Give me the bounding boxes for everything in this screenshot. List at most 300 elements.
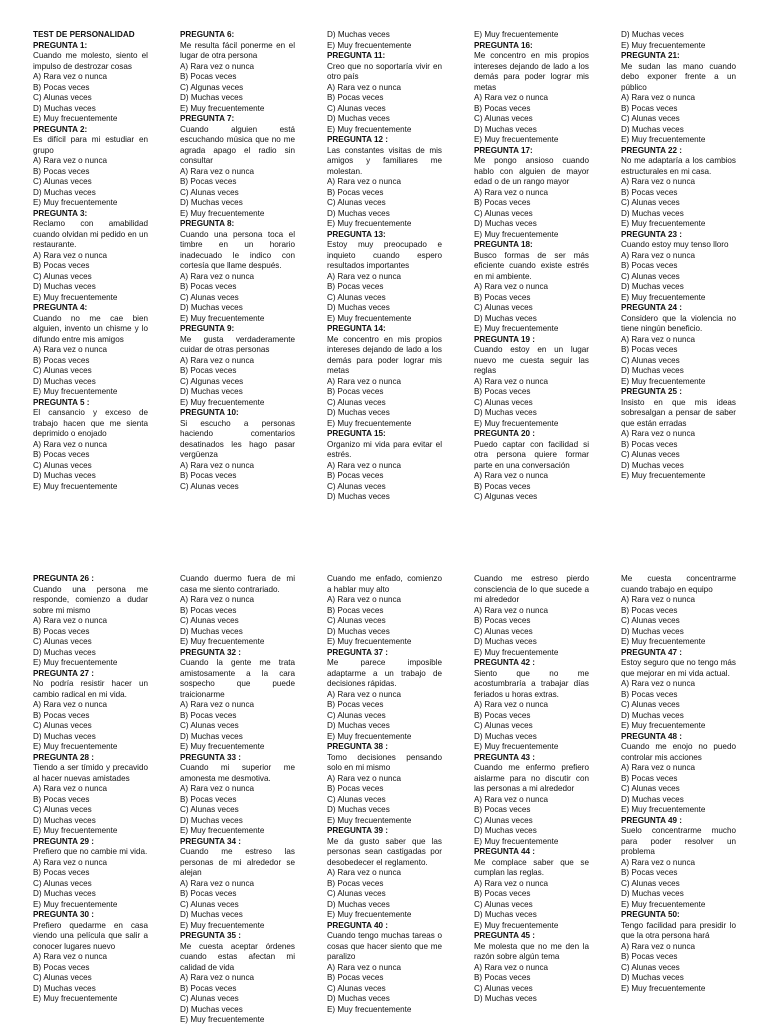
answer-option: C) Alunas veces [33,878,92,888]
answer-option: A) Rara vez o nunca [474,93,549,102]
answer-option: C) Alunas veces [621,784,680,793]
answer-option: D) Muchas veces [180,93,243,102]
question-text: Me parece imposible adaptarme a un trabajo de decisiones rápidas. [327,658,442,688]
question-heading: PREGUNTA 15: [327,429,386,438]
answer-option: E) Muy frecuentemente [33,742,118,751]
answer-option: A) Rara vez o nunca [327,376,402,386]
answer-option: A) Rara vez o nunca [180,878,255,888]
answer-option: D) Muchas veces [327,626,390,636]
answer-option: D) Muchas veces [621,208,684,218]
answer-option: A) Rara vez o nunca [474,187,549,197]
answer-option: C) Alunas veces [621,271,680,281]
answer-option: D) Muchas veces [621,710,684,720]
answer-option: C) Alunas veces [621,962,680,972]
answer-option: A) Rara vez o nunca [327,177,402,186]
question-text: El cansancio y exceso de trabajo hacen que me sienta deprimido o enojado [33,408,148,438]
answer-option: A) Rara vez o nunca [474,878,549,888]
answer-option: E) Muy frecuentemente [180,103,265,113]
answer-option: D) Muchas veces [33,376,96,386]
answer-option: B) Pocas veces [33,82,90,92]
question-text: Si escucho a personas haciendo comentarios desatinados les hago pasar vergüenza [180,418,295,459]
lower-column-2 [180,574,295,1026]
answer-option: C) Alunas veces [33,805,92,814]
answer-option: D) Muchas veces [33,282,96,291]
answer-option: B) Pocas veces [180,794,237,804]
answer-option: C) Alunas veces [474,815,533,825]
question-text: Cuando me enfado, comienzo a hablar muy alto [327,574,442,594]
answer-option: C) Alunas veces [180,187,239,197]
answer-option: B) Pocas veces [621,187,678,197]
answer-option: A) Rara vez o nunca [474,282,549,291]
question-text: Cuando me enojo no puedo controlar mis acciones [621,742,736,762]
answer-option: A) Rara vez o nunca [621,595,696,604]
answer-option: A) Rara vez o nunca [621,941,696,951]
answer-option: C) Alunas veces [180,994,239,1003]
answer-option: D) Muchas veces [327,492,390,501]
question-heading: PREGUNTA 45 : [474,931,535,940]
question-heading: PREGUNTA 39 : [327,826,388,835]
answer-option: E) Muy frecuentemente [33,658,118,667]
answer-option: C) Algunas veces [474,492,538,501]
answer-option: D) Muchas veces [621,626,684,636]
answer-option: E) Muy frecuentemente [327,815,412,825]
answer-option: D) Muchas veces [474,124,537,134]
question-text: Cuando me estreso las personas de mi alrededor se alejan [180,847,295,877]
answer-option: B) Pocas veces [33,794,90,804]
question-heading: PREGUNTA 50: [621,910,680,919]
question-heading: PREGUNTA 24 : [621,303,682,312]
question-text: Me resulta fácil ponerme en el lugar de otra persona [180,40,295,60]
answer-option: A) Rara vez o nunca [33,700,108,709]
answer-option: B) Pocas veces [621,868,678,877]
answer-option: B) Pocas veces [621,345,678,354]
answer-option: B) Pocas veces [33,868,90,877]
question-text: Cuando mi superior me amonesta me desmotiva. [180,763,295,783]
answer-option: E) Muy frecuentemente [327,418,412,428]
question-heading: PREGUNTA 12 : [327,135,388,144]
answer-option: C) Alunas veces [33,973,92,982]
answer-option: C) Alunas veces [33,721,92,730]
upper-column-1 [33,30,148,492]
answer-option: D) Muchas veces [474,408,537,417]
question-text: Me complace saber que se cumplan las reglas. [474,857,589,877]
answer-option: A) Rara vez o nunca [327,868,402,877]
answer-option: E) Muy frecuentemente [621,292,706,302]
answer-option: A) Rara vez o nunca [33,616,108,625]
answer-option: C) Alunas veces [327,103,386,113]
answer-option: B) Pocas veces [33,450,90,459]
answer-option: E) Muy frecuentemente [327,1004,412,1014]
answer-option: E) Muy frecuentemente [180,637,265,646]
answer-option: C) Alunas veces [474,626,533,636]
answer-option: D) Muchas veces [180,626,243,636]
answer-option: A) Rara vez o nunca [474,605,549,615]
answer-option: B) Pocas veces [621,439,678,449]
question-text: Cuando una persona me responde, comienzo a dudar sobre mi mismo [33,584,148,615]
question-heading: PREGUNTA 7: [180,114,235,123]
answer-option: A) Rara vez o nunca [180,355,255,365]
question-text: Cuando tengo muchas tareas o cosas que hacer siento que me paralizo [327,931,442,961]
answer-option: B) Pocas veces [180,72,237,81]
answer-option: A) Rara vez o nunca [621,250,696,260]
answer-option: B) Pocas veces [327,93,384,102]
answer-option: A) Rara vez o nunca [327,689,402,699]
answer-option: B) Pocas veces [474,710,531,720]
answer-option: E) Muy frecuentemente [180,313,265,323]
answer-option: C) Alunas veces [180,805,239,814]
answer-option: C) Alunas veces [621,878,680,888]
answer-option: C) Alunas veces [180,899,239,909]
answer-option: D) Muchas veces [327,208,390,218]
answer-option: D) Muchas veces [180,198,243,207]
question-text: Suelo concentrarme mucho para poder resolver un problema [621,826,736,856]
answer-option: B) Pocas veces [327,784,384,793]
answer-option: A) Rara vez o nunca [621,93,696,102]
question-text: Cuando una persona toca el timbre en un horario inadecuado le indico con cortesía que llame después. [180,229,295,270]
question-heading: PREGUNTA 23 : [621,229,682,239]
answer-option: D) Muchas veces [33,471,96,480]
question-text: Organizo mi vida para evitar el estrés. [327,439,442,459]
answer-option: B) Pocas veces [33,166,90,176]
question-text: Cuando la gente me trata amistosamente a la cara sospecho que puede traicionarme [180,658,295,699]
question-text: Considero que la violencia no tiene ningún beneficio. [621,313,736,333]
answer-option: D) Muchas veces [327,994,390,1003]
answer-option: B) Pocas veces [180,710,237,720]
answer-option: A) Rara vez o nunca [180,973,255,982]
question-heading: PREGUNTA 32 : [180,647,241,657]
answer-option: B) Pocas veces [327,187,384,197]
answer-option: E) Muy frecuentemente [474,135,559,144]
answer-option: D) Muchas veces [621,124,684,134]
answer-option: D) Muchas veces [327,114,390,123]
question-heading: TEST DE PERSONALIDAD [33,30,135,39]
answer-option: B) Pocas veces [474,805,531,814]
answer-option: E) Muy frecuentemente [621,983,706,993]
answer-option: C) Alunas veces [33,177,92,186]
answer-option: A) Rara vez o nunca [621,334,696,344]
answer-option: E) Muy frecuentemente [621,805,706,814]
question-heading: PREGUNTA 22 : [621,145,682,155]
answer-option: E) Muy frecuentemente [180,1015,265,1024]
question-heading: PREGUNTA 47 : [621,647,682,657]
answer-option: B) Pocas veces [33,626,90,636]
question-text: Cuando me estreso pierdo consciencia de lo que sucede a mi alrededor [474,574,589,604]
question-heading: PREGUNTA 6: [180,30,235,39]
answer-option: B) Pocas veces [621,773,678,783]
lower-column-5 [621,574,736,994]
answer-option: A) Rara vez o nunca [180,460,255,470]
answer-option: C) Alunas veces [621,616,680,625]
question-text: Puedo captar con facilidad si otra persona quiere formar parte en una conversación [474,439,589,470]
question-heading: PREGUNTA 8: [180,219,235,228]
question-heading: PREGUNTA 10: [180,408,239,417]
answer-option: B) Pocas veces [474,387,531,396]
question-heading: PREGUNTA 37 : [327,647,388,657]
answer-option: D) Muchas veces [474,219,537,228]
lower-column-4 [474,574,589,1005]
answer-option: C) Alunas veces [327,397,386,407]
answer-option: A) Rara vez o nunca [327,962,402,972]
question-text: Tiendo a ser tímido y precavido al hacer nuevas amistades [33,763,148,783]
answer-option: B) Pocas veces [474,198,531,207]
answer-option: B) Pocas veces [180,605,237,615]
question-text: Cuando no me cae bien alguien, invento un chisme y lo difundo entre mis amigos [33,313,148,344]
answer-option: E) Muy frecuentemente [621,471,706,480]
upper-column-2 [180,30,295,492]
question-text: Me gusta verdaderamente cuidar de otras personas [180,334,295,354]
answer-option: B) Pocas veces [621,689,678,699]
answer-option: E) Muy frecuentemente [327,124,412,134]
answer-option: D) Muchas veces [621,889,684,898]
question-text: Cuando me enfermo prefiero aislarme para no discutir con las personas a mi alrededor [474,763,589,793]
answer-option: B) Pocas veces [33,962,90,972]
question-heading: PREGUNTA 1: [33,40,88,50]
answer-option: E) Muy frecuentemente [621,135,706,144]
answer-option: A) Rara vez o nunca [180,166,255,176]
answer-option: C) Alunas veces [327,292,386,302]
answer-option: A) Rara vez o nunca [180,700,255,709]
answer-option: A) Rara vez o nunca [180,61,255,71]
answer-option: B) Pocas veces [33,355,90,365]
answer-option: E) Muy frecuentemente [621,219,706,228]
answer-option: C) Alunas veces [474,114,533,123]
answer-option: E) Muy frecuentemente [180,208,265,218]
answer-option: D) Muchas veces [33,889,96,898]
answer-option: B) Pocas veces [621,952,678,961]
answer-option: C) Alunas veces [327,794,386,804]
answer-option: A) Rara vez o nunca [621,177,696,186]
answer-option: A) Rara vez o nunca [180,784,255,793]
question-heading: PREGUNTA 17: [474,145,533,155]
answer-option: D) Muchas veces [33,815,96,825]
question-text: Insisto en que mis ideas sobresalgan a pensar de saber que están erradas [621,397,736,428]
question-heading: PREGUNTA 26 : [33,574,94,583]
answer-option: E) Muy frecuentemente [474,647,559,657]
question-heading: PREGUNTA 48 : [621,731,682,741]
answer-option: C) Alunas veces [474,721,533,730]
answer-option: E) Muy frecuentemente [327,910,412,919]
answer-option: B) Pocas veces [327,700,384,709]
answer-option: A) Rara vez o nunca [33,345,108,354]
answer-option: B) Pocas veces [327,471,384,480]
answer-option: D) Muchas veces [327,899,390,909]
answer-option: D) Muchas veces [180,303,243,312]
question-text: Estoy seguro que no tengo más que mejorar en mi vida actual. [621,658,736,678]
answer-option: B) Pocas veces [180,983,237,993]
answer-option: D) Muchas veces [180,910,243,919]
question-text: Siento que no me acostumbraría a trabajar días feriados u horas extras. [474,668,589,699]
answer-option: D) Muchas veces [474,826,537,835]
answer-option: D) Muchas veces [33,647,96,657]
answer-option: C) Alunas veces [327,710,386,720]
upper-column-4 [474,30,589,503]
answer-option: C) Alunas veces [33,271,92,281]
answer-option: E) Muy frecuentemente [474,920,559,930]
answer-option: C) Alunas veces [621,114,680,123]
answer-option: A) Rara vez o nunca [621,429,696,438]
question-heading: PREGUNTA 5 : [33,397,90,407]
answer-option: D) Muchas veces [327,408,390,417]
answer-option: A) Rara vez o nunca [33,784,108,793]
answer-option: C) Algunas veces [180,82,244,92]
answer-option: D) Muchas veces [474,637,537,646]
question-text: Cuando estoy muy tenso lloro [621,240,729,249]
answer-option: C) Alunas veces [474,983,533,993]
question-heading: PREGUNTA 2: [33,124,88,134]
answer-option: A) Rara vez o nunca [327,271,402,281]
answer-option: E) Muy frecuentemente [33,481,118,491]
question-text: Las constantes visitas de mis amigos y familiares me molestan. [327,145,442,176]
question-heading: PREGUNTA 20 : [474,429,535,438]
question-text: Busco formas de ser más eficiente cuando existe estrés en mi ambiente. [474,250,589,281]
question-heading: PREGUNTA 42 : [474,658,535,667]
question-text: Cuando duermo fuera de mi casa me siento contrariado. [180,574,295,594]
question-heading: PREGUNTA 14: [327,324,386,333]
question-text: Me pongo ansioso cuando hablo con alguien de mayor edad o de un rango mayor [474,156,589,186]
question-heading: PREGUNTA 34 : [180,836,241,846]
question-heading: PREGUNTA 21: [621,51,680,60]
answer-option: E) Muy frecuentemente [621,637,706,646]
answer-option: C) Alunas veces [621,450,680,459]
answer-option: B) Pocas veces [33,261,90,270]
answer-option: E) Muy frecuentemente [180,397,265,407]
answer-option: B) Pocas veces [474,481,531,491]
lower-column-1 [33,574,148,1005]
answer-option: A) Rara vez o nunca [621,857,696,867]
question-text: Creo que no soportaría vivir en otro país [327,61,442,81]
question-text: Cuando alguien está escuchando música que no me agrada apago el radio sin consultar [180,124,295,165]
answer-option: C) Alunas veces [327,889,386,898]
answer-option: C) Alunas veces [474,303,533,312]
answer-option: D) Muchas veces [180,1004,243,1014]
question-heading: PREGUNTA 4: [33,303,88,312]
answer-option: A) Rara vez o nunca [474,471,549,480]
answer-option: E) Muy frecuentemente [180,920,265,930]
answer-option: B) Pocas veces [180,471,237,480]
question-heading: PREGUNTA 11: [327,51,386,60]
answer-option: D) Muchas veces [33,103,96,113]
answer-option: C) Algunas veces [180,376,244,386]
answer-option: E) Muy frecuentemente [474,324,559,333]
answer-option: D) Muchas veces [621,973,684,982]
answer-option: C) Alunas veces [180,292,239,302]
answer-option: D) Muchas veces [180,815,243,825]
question-heading: PREGUNTA 30 : [33,910,94,919]
question-heading: PREGUNTA 25 : [621,387,682,396]
question-heading: PREGUNTA 28 : [33,752,94,762]
answer-option: E) Muy frecuentemente [33,114,118,123]
answer-option: E) Muy frecuentemente [474,229,559,239]
upper-column-3 [327,30,442,503]
answer-option: D) Muchas veces [474,313,537,323]
question-heading: PREGUNTA 27 : [33,668,94,678]
answer-option: A) Rara vez o nunca [474,376,549,386]
question-text: Me cuesta aceptar órdenes cuando estas afectan mi calidad de vida [180,941,295,972]
answer-option: B) Pocas veces [621,261,678,270]
answer-option: A) Rara vez o nunca [33,952,108,961]
answer-option: E) Muy frecuentemente [33,387,118,396]
answer-option: E) Muy frecuentemente [33,292,118,302]
answer-option: E) Muy frecuentemente [33,198,118,207]
answer-option: B) Pocas veces [327,878,384,888]
answer-option: C) Alunas veces [327,616,386,625]
answer-option: B) Pocas veces [621,605,678,615]
answer-option: E) Muy frecuentemente [327,40,412,50]
answer-option: D) Muchas veces [327,30,390,39]
answer-option: C) Alunas veces [33,93,92,102]
question-text: Estoy muy preocupado e inquieto cuando espero resultados importantes [327,240,442,270]
question-text: No podría resistir hacer un cambio radical en mi vida. [33,679,148,699]
question-text: No me adaptaría a los cambios estructurales en mi casa. [621,156,736,176]
answer-option: C) Alunas veces [180,616,239,625]
answer-option: E) Muy frecuentemente [33,994,118,1003]
answer-option: E) Muy frecuentemente [474,418,559,428]
answer-option: B) Pocas veces [621,103,678,113]
answer-option: C) Alunas veces [180,481,239,491]
answer-option: E) Muy frecuentemente [327,313,412,323]
answer-option: A) Rara vez o nunca [33,857,108,867]
question-text: Es difícil para mi estudiar en grupo [33,135,148,155]
answer-option: A) Rara vez o nunca [33,72,108,81]
question-heading: PREGUNTA 33 : [180,752,241,762]
answer-option: E) Muy frecuentemente [474,30,559,39]
question-heading: PREGUNTA 49 : [621,815,682,825]
answer-option: D) Muchas veces [180,731,243,741]
answer-option: B) Pocas veces [474,292,531,302]
question-heading: PREGUNTA 40 : [327,920,388,930]
answer-option: D) Muchas veces [474,994,537,1003]
question-heading: PREGUNTA 9: [180,324,235,333]
answer-option: E) Muy frecuentemente [180,826,265,835]
answer-option: C) Alunas veces [474,208,533,218]
answer-option: D) Muchas veces [180,387,243,396]
answer-option: C) Alunas veces [327,481,386,491]
answer-option: D) Muchas veces [33,187,96,197]
answer-option: E) Muy frecuentemente [180,742,265,751]
answer-option: B) Pocas veces [474,103,531,113]
answer-option: B) Pocas veces [474,973,531,982]
answer-option: D) Muchas veces [621,460,684,470]
answer-option: E) Muy frecuentemente [621,899,706,909]
question-text: Me da gusto saber que las personas sean castigadas por desobedecer el reglamento. [327,836,442,867]
question-text: Prefiero quedarme en casa viendo una película que salir a conocer lugares nuevo [33,920,148,951]
answer-option: E) Muy frecuentemente [474,742,559,751]
answer-option: C) Alunas veces [621,700,680,709]
answer-option: B) Pocas veces [327,282,384,291]
answer-option: D) Muchas veces [33,983,96,993]
answer-option: E) Muy frecuentemente [474,836,559,846]
answer-option: A) Rara vez o nunca [327,82,402,92]
answer-option: B) Pocas veces [327,387,384,396]
answer-option: D) Muchas veces [474,910,537,919]
answer-option: A) Rara vez o nunca [180,271,255,281]
question-text: Me concentro en mis propios intereses dejando de lado a los demás para poder lograr mis metas [474,51,589,92]
answer-option: E) Muy frecuentemente [33,826,118,835]
answer-option: A) Rara vez o nunca [180,595,255,604]
answer-option: E) Muy frecuentemente [33,899,118,909]
answer-option: D) Muchas veces [327,805,390,814]
answer-option: B) Pocas veces [180,366,237,375]
answer-option: B) Pocas veces [180,282,237,291]
question-heading: PREGUNTA 43 : [474,752,535,762]
answer-option: A) Rara vez o nunca [33,156,108,165]
answer-option: D) Muchas veces [621,282,684,291]
answer-option: D) Muchas veces [474,731,537,741]
question-heading: PREGUNTA 18: [474,240,533,249]
question-text: Reclamo con amabilidad cuando olvidan mi pedido en un restaurante. [33,219,148,249]
answer-option: C) Alunas veces [327,198,386,207]
answer-option: D) Muchas veces [621,30,684,39]
